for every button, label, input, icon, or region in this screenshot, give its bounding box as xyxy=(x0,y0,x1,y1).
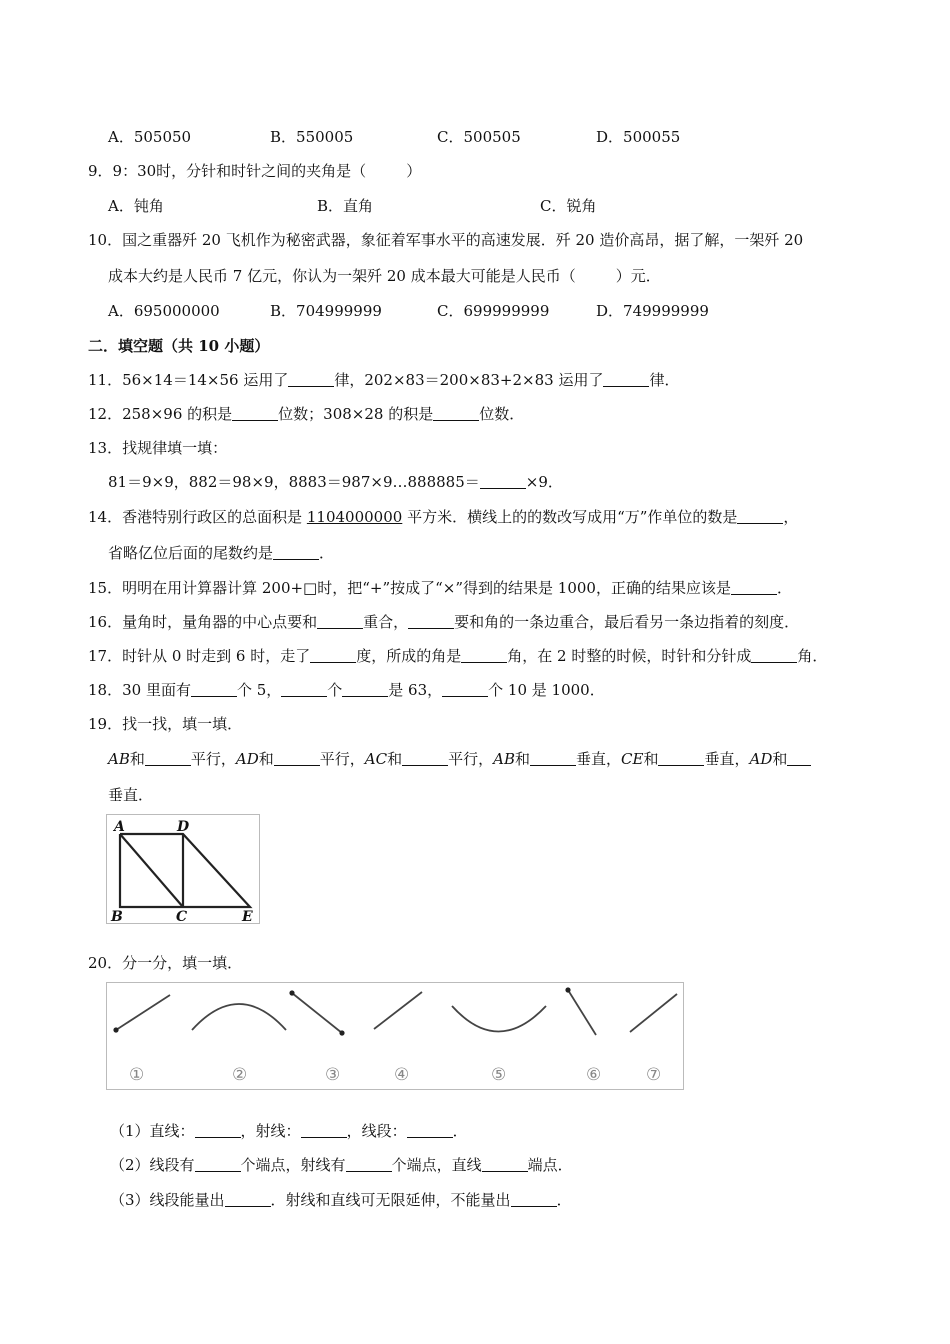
q10-option-b: B．704999999 xyxy=(270,302,382,320)
blank[interactable] xyxy=(787,750,811,766)
q15: 15．明明在用计算器计算 200+□时，把“+”按成了“×”得到的结果是 1000，正确的结果应该是 ． xyxy=(88,579,792,597)
blank[interactable] xyxy=(232,405,278,421)
blank[interactable] xyxy=(317,613,363,629)
blank[interactable] xyxy=(408,613,454,629)
underlined-number: 1104000000 xyxy=(306,508,403,526)
q20-sub2: （2）线段有 个端点，射线有 个端点，直线 端点． xyxy=(110,1156,573,1174)
label-c: C xyxy=(176,909,188,924)
q10-option-c: C．699999999 xyxy=(437,302,550,320)
q8-option-d: D．500055 xyxy=(596,128,681,146)
q9-question: 9．9：30时，分针和时针之间的夹角是（ ） xyxy=(88,162,422,180)
q19-fill-line: AB和 平行，AD和 平行，AC和 平行，AB和 垂直，CE和 垂直，AD和 xyxy=(108,749,811,769)
q13-pattern: 81＝9×9，882＝98×9，8883＝987×9…888885＝ ×9． xyxy=(108,473,563,491)
q13-title: 13．找规律填一填： xyxy=(88,439,228,457)
blank[interactable] xyxy=(274,750,320,766)
q19-title: 19．找一找，填一填． xyxy=(88,715,243,733)
q9-option-a: A．钝角 xyxy=(108,197,164,215)
blank[interactable] xyxy=(442,681,488,697)
blank[interactable] xyxy=(482,1156,528,1172)
blank[interactable] xyxy=(751,647,797,663)
label-a: A xyxy=(114,819,125,835)
blank[interactable] xyxy=(658,750,704,766)
number-3: ③ xyxy=(325,1065,341,1085)
blank[interactable] xyxy=(737,508,783,524)
number-4: ④ xyxy=(394,1065,410,1085)
section-title: 二．填空题（共 10 小题） xyxy=(88,337,270,355)
blank[interactable] xyxy=(225,1191,271,1207)
q14-line2: 省略亿位后面的尾数约是 ． xyxy=(108,544,335,562)
q10-option-a: A．695000000 xyxy=(108,302,220,320)
q20-title: 20．分一分，填一填． xyxy=(88,954,243,972)
blank[interactable] xyxy=(195,1156,241,1172)
number-7: ⑦ xyxy=(646,1065,662,1085)
blank[interactable] xyxy=(310,647,356,663)
q20-sub1: （1）直线： ，射线： ，线段： ． xyxy=(110,1122,468,1140)
q9-option-c: C．锐角 xyxy=(540,197,597,215)
label-e: E xyxy=(242,909,253,924)
q20-sub3: （3）线段能量出 ．射线和直线可无限延伸，不能量出 ． xyxy=(110,1191,572,1209)
blank[interactable] xyxy=(346,1156,392,1172)
blank[interactable] xyxy=(191,681,237,697)
blank[interactable] xyxy=(511,1191,557,1207)
blank[interactable] xyxy=(342,681,388,697)
label-b: B xyxy=(111,909,123,924)
q9-option-b: B．直角 xyxy=(317,197,374,215)
blank[interactable] xyxy=(288,371,334,387)
number-6: ⑥ xyxy=(586,1065,602,1085)
label-d: D xyxy=(177,819,190,835)
q19-end: 垂直． xyxy=(108,786,154,804)
q20-lines-figure xyxy=(106,982,684,1090)
blank[interactable] xyxy=(530,750,576,766)
q11: 11．56×14＝14×56 运用了 律，202×83＝200×83+2×83 运用了 律． xyxy=(88,371,680,389)
blank[interactable] xyxy=(301,1122,347,1138)
number-5: ⑤ xyxy=(491,1065,507,1085)
number-1: ① xyxy=(129,1065,145,1085)
q19-geometry-figure xyxy=(106,814,260,924)
q17: 17．时针从 0 时走到 6 时，走了 度，所成的角是 角，在 2 时整的时候，时针和分针成 角． xyxy=(88,647,828,665)
blank[interactable] xyxy=(731,579,777,595)
blank[interactable] xyxy=(195,1122,241,1138)
blank[interactable] xyxy=(402,750,448,766)
blank[interactable] xyxy=(461,647,507,663)
number-2: ② xyxy=(232,1065,248,1085)
q10-question-line1: 10．国之重器歼 20 飞机作为秘密武器，象征着军事水平的高速发展．歼 20 造价高昂，据了解，一架歼 20 xyxy=(88,231,804,249)
blank[interactable] xyxy=(433,405,479,421)
q14-line1: 14．香港特别行政区的总面积是 1104000000 平方米．横线上的的数改写成用“万”作单位的数是 ， xyxy=(88,508,799,526)
q18: 18．30 里面有 个 5， 个 是 63， 个 10 是 1000． xyxy=(88,681,605,699)
blank[interactable] xyxy=(480,473,526,489)
q16: 16．量角时，量角器的中心点要和 重合， 要和角的一条边重合，最后看另一条边指着的刻度． xyxy=(88,613,800,631)
blank[interactable] xyxy=(603,371,649,387)
q10-question-line2: 成本大约是人民币 7 亿元，你认为一架歼 20 成本最大可能是人民币（ ）元． xyxy=(108,267,661,285)
blank[interactable] xyxy=(273,544,319,560)
q10-option-d: D．749999999 xyxy=(596,302,709,320)
blank[interactable] xyxy=(281,681,327,697)
q8-option-a: A．505050 xyxy=(108,128,192,146)
q8-option-c: C．500505 xyxy=(437,128,521,146)
blank[interactable] xyxy=(145,750,191,766)
q8-option-b: B．550005 xyxy=(270,128,354,146)
q12: 12．258×96 的积是 位数；308×28 的积是 位数． xyxy=(88,405,525,423)
blank[interactable] xyxy=(407,1122,453,1138)
